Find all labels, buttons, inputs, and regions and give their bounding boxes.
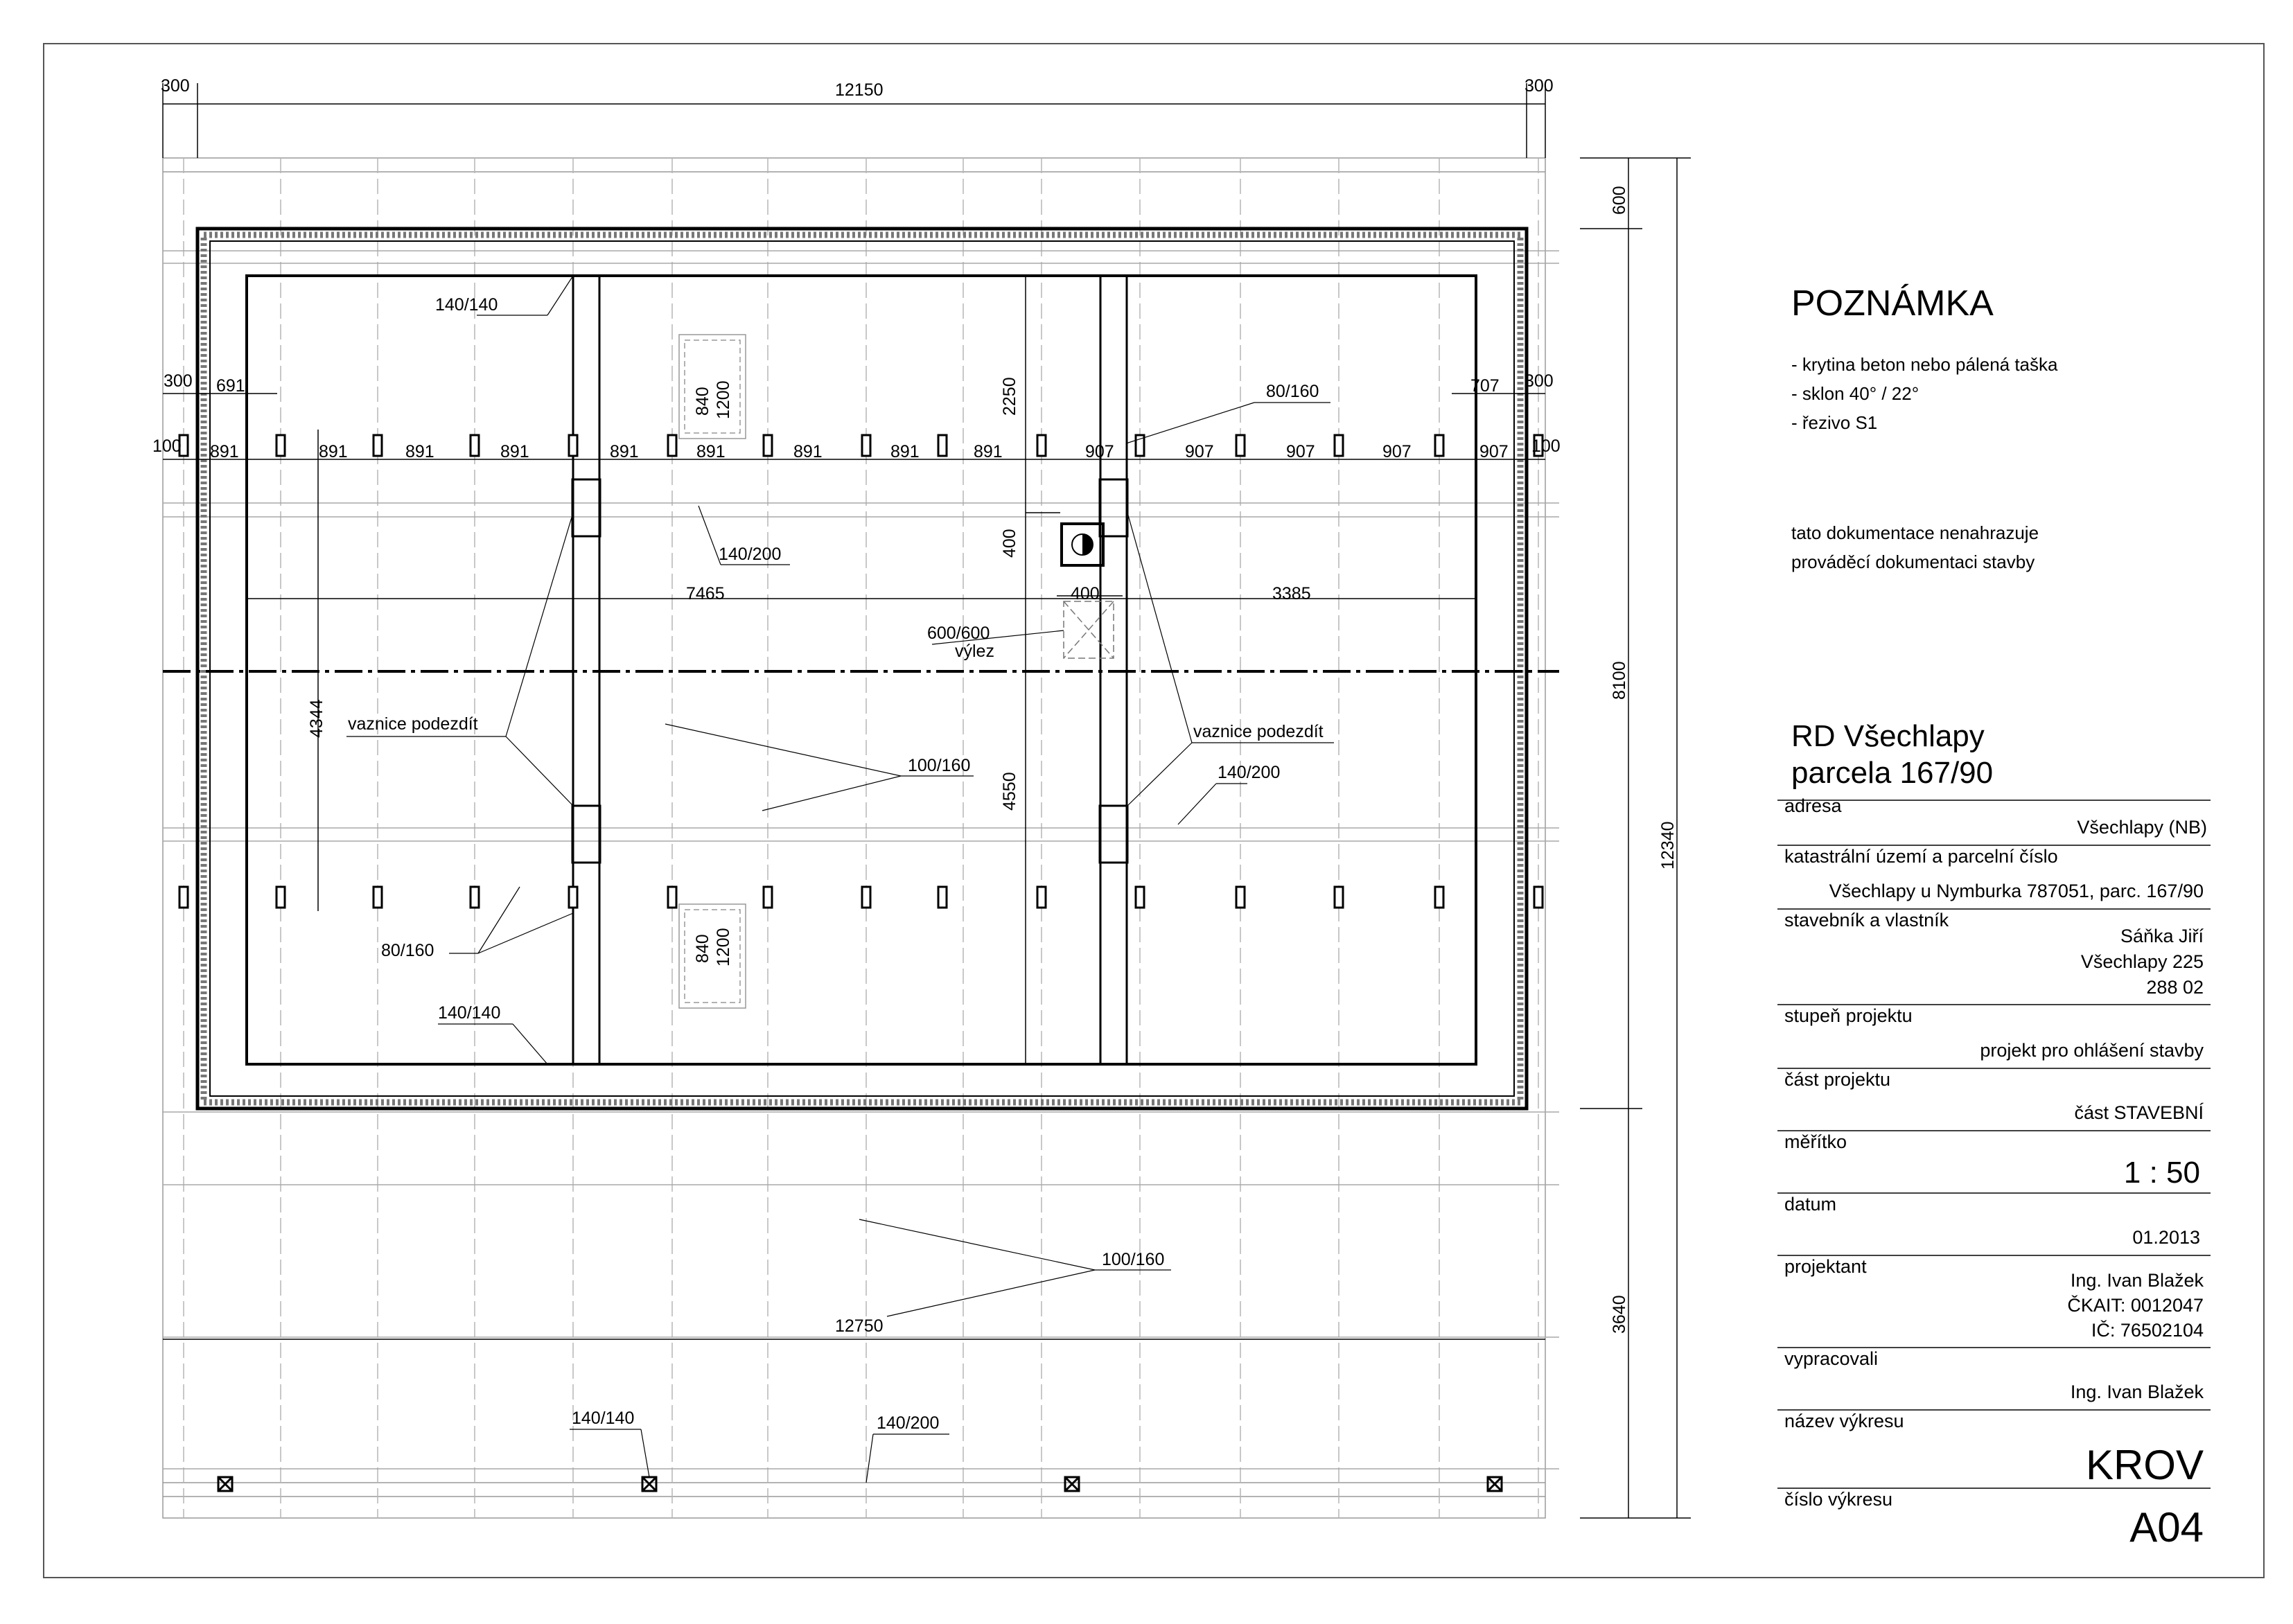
project-name: RD Všechlapy <box>1791 719 1985 753</box>
label-dim-12750: 12750 <box>835 1316 884 1336</box>
dim-right-600: 600 <box>1610 186 1629 215</box>
spacing-13: 907 <box>1382 442 1412 461</box>
spacing-11: 907 <box>1185 442 1214 461</box>
label-dim-7465: 7465 <box>686 584 725 603</box>
designer-name: Ing. Ivan Blažek <box>2070 1270 2204 1291</box>
label-dim-3385: 3385 <box>1272 584 1311 603</box>
dim-left-691: 691 <box>216 376 245 396</box>
label-beam-80-160-top: 80/160 <box>1266 382 1319 401</box>
spacing-5: 891 <box>610 442 639 461</box>
rafter-socket <box>374 887 382 908</box>
rafter-socket <box>862 435 870 456</box>
dim-right-12340: 12340 <box>1658 821 1678 870</box>
rafter-socket <box>471 435 479 456</box>
label-hatch-size: 600/600 <box>927 624 990 643</box>
rafter-socket <box>764 435 772 456</box>
label-beam-140-200-right: 140/200 <box>1218 763 1281 782</box>
purlin-lines <box>163 251 1559 1469</box>
scale-label: měřítko <box>1784 1131 1847 1152</box>
owner-label: stavebník a vlastník <box>1784 910 1949 930</box>
rafter-socket <box>179 887 188 908</box>
roof-hatch <box>1064 601 1114 658</box>
spacing-6: 891 <box>696 442 726 461</box>
drawn-label: vypracovali <box>1784 1348 1879 1369</box>
owner-name: Sáňka Jiří <box>2120 926 2204 946</box>
label-dim-400-v: 400 <box>1000 529 1019 558</box>
rafter-socket <box>1435 435 1443 456</box>
rafter-socket <box>668 435 676 456</box>
cadastre-value: Všechlapy u Nymburka 787051, parc. 167/90 <box>1829 881 2204 901</box>
note-block <box>1791 283 2058 572</box>
cadastre-label: katastrální území a parcelní číslo <box>1784 846 2058 867</box>
label-post-140-140: 140/140 <box>572 1409 635 1428</box>
dim-right-100: 100 <box>1531 436 1561 456</box>
note-heading: POZNÁMKA <box>1791 283 1994 324</box>
owner-street: Všechlapy 225 <box>2080 951 2204 972</box>
dim-left-100: 100 <box>152 436 182 456</box>
spacing-8: 891 <box>890 442 920 461</box>
rafter-socket <box>374 435 382 456</box>
part-value: část STAVEBNÍ <box>2074 1102 2204 1123</box>
label-dim-4344: 4344 <box>307 699 326 738</box>
part-label: část projektu <box>1784 1069 1891 1090</box>
note-item-1: - krytina beton nebo pálená taška <box>1791 354 2058 375</box>
dimension-lines <box>163 83 1691 1518</box>
dimension-texts <box>152 76 1678 1334</box>
note-disclaimer-2: prováděcí dokumentaci stavby <box>1791 551 2035 572</box>
owner-zip: 288 02 <box>2146 977 2204 998</box>
designer-label: projektant <box>1784 1256 1867 1277</box>
rafter-socket <box>1236 435 1245 456</box>
label-skylight-bot-b: 1200 <box>714 928 733 967</box>
label-purlin-left: vaznice podezdít <box>348 714 478 734</box>
drawn-value: Ing. Ivan Blažek <box>2070 1382 2204 1402</box>
drawing-no-value: A04 <box>2129 1504 2204 1551</box>
rafter-socket <box>1335 435 1343 456</box>
date-label: datum <box>1784 1194 1837 1215</box>
drawing-no-label: číslo výkresu <box>1784 1489 1893 1510</box>
rafter-socket <box>938 887 947 908</box>
label-purlin-right: vaznice podezdít <box>1193 722 1324 741</box>
address-value: Všechlapy (NB) <box>2077 817 2207 838</box>
label-beam-140-200-low: 140/200 <box>877 1413 940 1433</box>
stage-value: projekt pro ohlášení stavby <box>1980 1040 2204 1061</box>
drawing-name-label: název výkresu <box>1784 1411 1904 1431</box>
rafter-socket <box>668 887 676 908</box>
label-rafter-100-160-mid: 100/160 <box>908 756 971 775</box>
drawing-name-value: KROV <box>2085 1442 2204 1488</box>
rafter-socket <box>276 435 285 456</box>
spacing-7: 891 <box>793 442 823 461</box>
dim-right-3640: 3640 <box>1610 1295 1629 1334</box>
dim-right-8100: 8100 <box>1610 661 1629 700</box>
label-beam-80-160-bottom: 80/160 <box>381 941 434 960</box>
label-dim-4550: 4550 <box>1000 772 1019 811</box>
dim-top-right: 300 <box>1525 76 1554 96</box>
stage-label: stupeň projektu <box>1784 1005 1913 1026</box>
member-labels <box>307 295 1324 1433</box>
dim-top-left: 300 <box>161 76 190 96</box>
rafter-lines <box>184 158 1538 1518</box>
spacing-3: 891 <box>405 442 434 461</box>
dim-top-main: 12150 <box>835 80 884 100</box>
rafter-socket <box>1136 887 1144 908</box>
rafter-socket <box>1534 887 1543 908</box>
rafter-spacing <box>210 442 1509 461</box>
rafter-socket <box>276 887 285 908</box>
note-disclaimer-1: tato dokumentace nenahrazuje <box>1791 522 2039 543</box>
rafter-socket <box>1037 887 1046 908</box>
spacing-10: 907 <box>1085 442 1114 461</box>
chimney <box>1062 524 1103 565</box>
label-beam-140-140-bottom: 140/140 <box>438 1003 501 1023</box>
rafter-socket <box>764 887 772 908</box>
title-block <box>1777 719 2211 1551</box>
spacing-1: 891 <box>210 442 239 461</box>
label-skylight-top-a: 840 <box>693 387 712 416</box>
rafter-socket <box>569 435 577 456</box>
outer-wall <box>197 229 1527 1109</box>
rafter-socket <box>862 887 870 908</box>
label-skylight-bot-a: 840 <box>693 934 712 963</box>
date-value: 01.2013 <box>2132 1227 2200 1248</box>
dim-left-300: 300 <box>164 371 193 391</box>
project-parcel: parcela 167/90 <box>1791 756 1994 790</box>
rafter-socket <box>569 887 577 908</box>
dim-right-300: 300 <box>1525 371 1554 391</box>
dim-right-707: 707 <box>1470 376 1500 396</box>
spacing-14: 907 <box>1479 442 1509 461</box>
spacing-4: 891 <box>500 442 529 461</box>
label-hatch-name: výlez <box>955 642 994 661</box>
rafter-socket <box>1335 887 1343 908</box>
scale-value: 1 : 50 <box>2123 1156 2200 1190</box>
address-label: adresa <box>1784 795 1842 816</box>
note-item-2: - sklon 40° / 22° <box>1791 383 1919 404</box>
rafter-socket <box>1435 887 1443 908</box>
spacing-2: 891 <box>319 442 348 461</box>
rafter-socket <box>1037 435 1046 456</box>
overhang-outline <box>163 158 1545 1518</box>
label-rafter-100-160-low: 100/160 <box>1102 1250 1165 1269</box>
label-beam-140-200-mid: 140/200 <box>719 545 782 564</box>
label-dim-2250: 2250 <box>1000 377 1019 416</box>
note-item-3: - řezivo S1 <box>1791 412 1878 433</box>
rafter-socket <box>938 435 947 456</box>
label-dim-400-h: 400 <box>1071 584 1100 603</box>
posts <box>218 1477 1502 1491</box>
label-beam-140-140-top: 140/140 <box>435 295 498 315</box>
designer-ic: IČ: 76502104 <box>2091 1320 2204 1341</box>
spacing-9: 891 <box>974 442 1003 461</box>
designer-ckait: ČKAIT: 0012047 <box>2067 1295 2204 1316</box>
label-skylight-top-b: 1200 <box>714 380 733 419</box>
rafter-socket <box>1236 887 1245 908</box>
rafter-socket <box>471 887 479 908</box>
spacing-12: 907 <box>1286 442 1315 461</box>
